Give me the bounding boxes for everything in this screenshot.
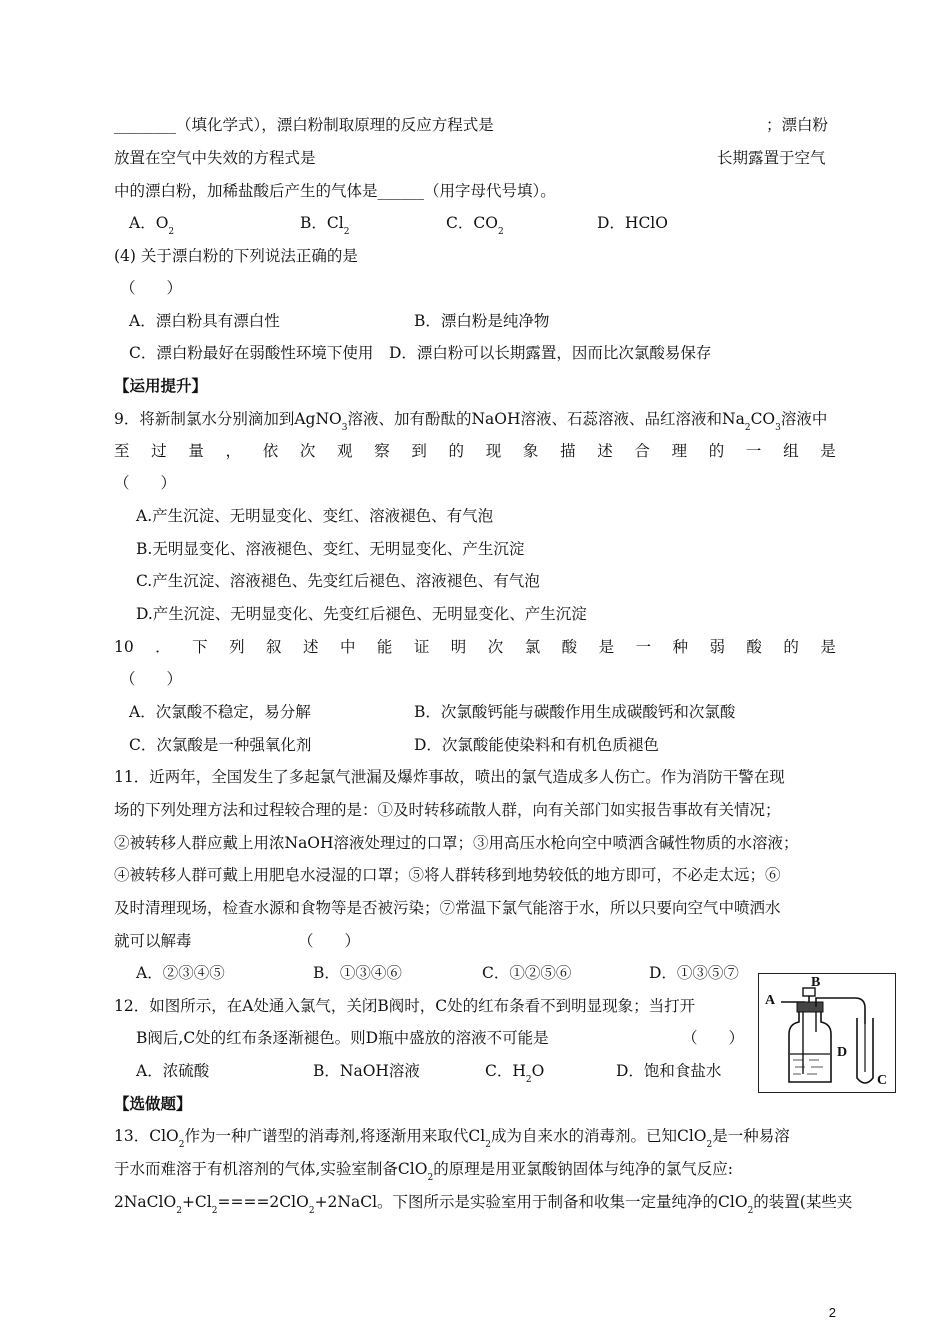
option-b: B．$Cl_2$: [300, 214, 350, 237]
option-b: B．次氯酸钙能与碳酸作用生成碳酸钙和次氯酸: [414, 703, 736, 721]
question-13-line: 于水而难溶于有机溶剂的气体,实验室制备ClO$_2$的原理是用亚氯酸钠固体与纯净的氯气反应:: [114, 1160, 733, 1183]
question-12-line: 12．如图所示，在A处通入氯气，关闭B阀时，C处的红布条看不到明显现象；当打开: [114, 997, 696, 1015]
question-12-line: B阀后,C处的红布条逐渐褪色。则D瓶中盛放的溶液不可能是: [136, 1029, 549, 1047]
option-d: D．HClO: [597, 214, 668, 232]
option-c: C．漂白粉最好在弱酸性环境下使用: [129, 344, 374, 362]
option-b: B.无明显变化、溶液褪色、变红、无明显变化、产生沉淀: [136, 540, 525, 558]
option-a: A．$O_2$: [129, 214, 175, 237]
question-11-line: ④被转移人群可戴上用肥皂水浸湿的口罩；⑤将人群转移到地势较低的地方即可，不必走太远；⑥: [114, 866, 781, 884]
text-line: 长期露置于空气: [717, 149, 826, 167]
option-c: C．次氯酸是一种强氧化剂: [129, 736, 312, 754]
option-a: A.产生沉淀、无明显变化、变红、溶液褪色、有气泡: [136, 507, 494, 525]
answer-paren: （ ）: [120, 279, 183, 297]
option-d: D．①③⑤⑦: [649, 964, 739, 982]
option-c: C．$CO_2$: [446, 214, 504, 237]
option-c: C．①②⑤⑥: [482, 964, 572, 982]
page-number: 2: [828, 1305, 836, 1320]
answer-paren: （ ）: [298, 932, 361, 950]
question-11-line: 就可以解毒: [114, 932, 192, 950]
option-c: C.产生沉淀、溶液褪色、先变红后褪色、溶液褪色、有气泡: [136, 572, 540, 590]
question-10-line-justified: 10 ． 下 列 叙 述 中 能 证 明 次 氯 酸 是 一 种 弱 酸 的 是: [114, 638, 836, 656]
section-heading: 【运用提升】: [114, 376, 208, 395]
label-a: A: [765, 993, 776, 1008]
question-11-line: 场的下列处理方法和过程较合理的是：①及时转移疏散人群，向有关部门如实报告事故有关情况；: [114, 801, 781, 819]
question-13-line: 13．ClO$_2$作为一种广谱型的消毒剂,将逐渐用来取代$Cl_2$成为自来水的消毒剂。已知ClO$_2$是一种易溶: [114, 1127, 790, 1150]
option-d: D.产生沉淀、无明显变化、先变红后褪色、无明显变化、产生沉淀: [136, 605, 587, 623]
label-b: B: [811, 975, 821, 990]
question-9-line-justified: 至 过 量 ， 依 次 观 察 到 的 现 象 描 述 合 理 的 一 组 是: [114, 442, 836, 460]
option-b: B．漂白粉是纯净物: [414, 312, 550, 330]
option-c: C．$H_2O$: [485, 1062, 545, 1085]
text-line: ；漂白粉: [766, 116, 829, 134]
answer-paren: （ ）: [114, 474, 177, 492]
apparatus-drawing: [759, 974, 895, 1092]
answer-paren: （ ）: [682, 1029, 745, 1047]
apparatus-figure: [758, 973, 896, 1093]
text-line: 放置在空气中失效的方程式是: [114, 149, 316, 167]
section-heading: 【选做题】: [114, 1094, 192, 1113]
question-11-line: 及时清理现场，检查水源和食物等是否被污染；⑦常温下氯气能溶于水，所以只要向空气中喷洒水: [114, 899, 781, 917]
option-d: D．饱和食盐水: [616, 1062, 722, 1080]
label-c: C: [877, 1073, 888, 1088]
question-9-line: 9．将新制氯水分别滴加到AgNO$_3$溶液、加有酚酞的NaOH溶液、石蕊溶液、品红溶液和$Na_2CO_3$溶液中: [114, 410, 828, 433]
question-13-line: $2NaClO_2+Cl_2====2ClO_2+2NaCl$。下图所示是实验室用于制备和收集一定量纯净的ClO$_2$的装置(某些夹: [114, 1193, 853, 1216]
text-line: ________（填化学式），漂白粉制取原理的反应方程式是: [114, 116, 494, 134]
option-a: A．漂白粉具有漂白性: [129, 312, 280, 330]
question-11-line: ②被转移人群应戴上用浓NaOH溶液处理过的口罩；③用高压水枪向空中喷洒含碱性物质的水溶液；: [114, 834, 799, 852]
option-b: B．NaOH溶液: [313, 1062, 420, 1080]
label-d: D: [837, 1045, 848, 1060]
option-a: A．次氯酸不稳定，易分解: [129, 703, 311, 721]
option-a: A．②③④⑤: [136, 964, 225, 982]
question-11-line: 11．近两年，全国发生了多起氯气泄漏及爆炸事故，喷出的氯气造成多人伤亡。作为消防干警在现: [114, 768, 785, 786]
text-line: 中的漂白粉，加稀盐酸后产生的气体是______（用字母代号填）。: [114, 182, 556, 200]
option-a: A．浓硫酸: [136, 1062, 210, 1080]
option-d: D．次氯酸能使染料和有机色质褪色: [414, 736, 659, 754]
option-d: D．漂白粉可以长期露置，因而比次氯酸易保存: [389, 344, 712, 362]
answer-paren: （ ）: [120, 670, 183, 688]
option-b: B．①③④⑥: [313, 964, 402, 982]
question-4-stem: (4) 关于漂白粉的下列说法正确的是: [114, 247, 358, 265]
